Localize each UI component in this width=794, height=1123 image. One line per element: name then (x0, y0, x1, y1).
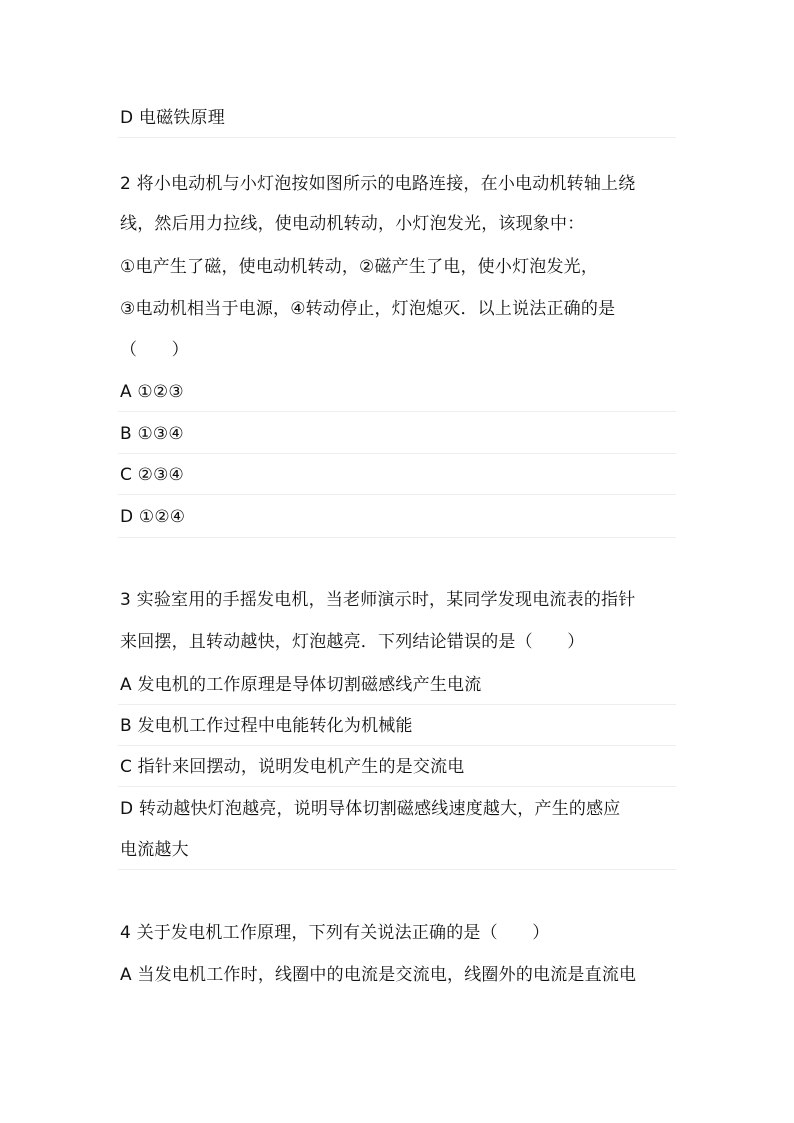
separator (118, 453, 676, 454)
q4-stem-line-1: 4 关于发电机工作原理，下列有关说法正确的是（ ） (120, 923, 550, 943)
separator (118, 869, 676, 870)
q3-option-c: C 指针来回摆动，说明发电机产生的是交流电 (120, 757, 465, 777)
separator (118, 137, 676, 138)
q3-option-b: B 发电机工作过程中电能转化为机械能 (120, 716, 413, 736)
q1-option-d: D 电磁铁原理 (120, 108, 225, 128)
q2-stem-line-3: ①电产生了磁，使电动机转动，②磁产生了电，使小灯泡发光， (120, 257, 599, 277)
q3-option-a: A 发电机的工作原理是导体切割磁感线产生电流 (120, 675, 482, 695)
separator (118, 494, 676, 495)
separator (118, 704, 676, 705)
q2-stem-line-4: ③电动机相当于电源，④转动停止，灯泡熄灭．以上说法正确的是 (120, 299, 616, 319)
q2-stem-line-1: 2 将小电动机与小灯泡按如图所示的电路连接，在小电动机转轴上绕 (120, 174, 636, 194)
q2-option-c: C ②③④ (120, 465, 184, 485)
q2-option-d: D ①②④ (120, 507, 186, 527)
separator (118, 537, 676, 538)
q3-option-d-line-2: 电流越大 (120, 840, 189, 860)
separator (118, 411, 676, 412)
q2-option-a: A ①②③ (120, 382, 184, 402)
separator (118, 745, 676, 746)
q2-option-b: B ①③④ (120, 424, 184, 444)
q3-option-d-line-1: D 转动越快灯泡越亮，说明导体切割磁感线速度越大，产生的感应 (120, 799, 621, 819)
q4-option-a: A 当发电机工作时，线圈中的电流是交流电，线圈外的电流是直流电 (120, 965, 637, 985)
q2-stem-line-5: （ ） (120, 340, 189, 360)
q3-stem-line-2: 来回摆，且转动越快，灯泡越亮．下列结论错误的是（ ） (120, 632, 585, 652)
q3-stem-line-1: 3 实验室用的手摇发电机，当老师演示时，某同学发现电流表的指针 (120, 590, 636, 610)
separator (118, 786, 676, 787)
q2-stem-line-2: 线，然后用力拉线，使电动机转动，小灯泡发光，该现象中： (120, 214, 585, 234)
